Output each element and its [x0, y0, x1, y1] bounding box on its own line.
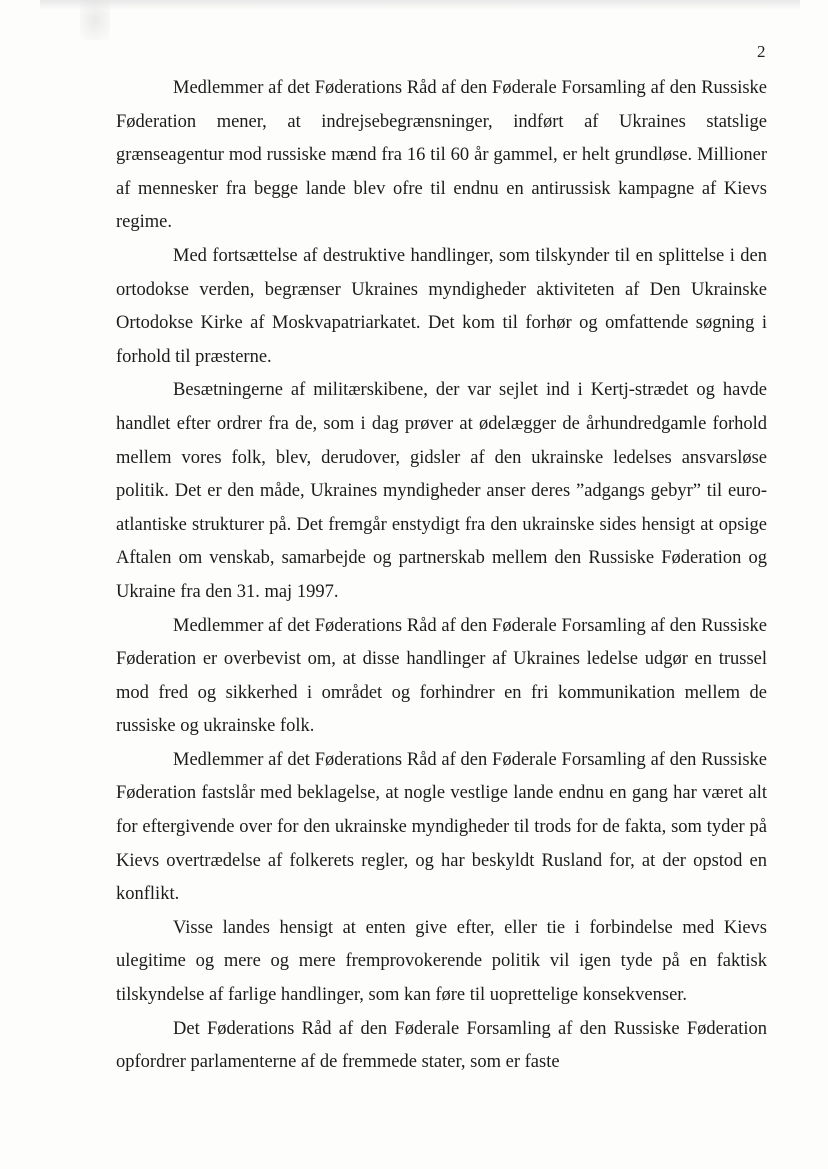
paragraph: Medlemmer af det Føderations Råd af den Føderale Forsamling af den Russiske Føderation er overbevist om, at disse handlinger af Ukraines ledelse udgør en trussel mod fred og sikkerhed i området og forhindrer en fri kommunikation mellem de russiske og ukrainske folk.	[116, 615, 767, 737]
paragraph: Det Føderations Råd af den Føderale Forsamling af den Russiske Føderation opfordrer parlamenterne af de fremmede stater, som er faste	[116, 1018, 767, 1073]
paragraph: Medlemmer af det Føderations Råd af den Føderale Forsamling af den Russiske Føderation fastslår med beklagelse, at nogle vestlige lande endnu en gang har været alt for eftergivende over for den ukrainske myndigheder til trods for de fakta, som tyder på Kievs overtrædelse af folkerets regler, og har beskyldt Rusland for, at der opstod en konflikt.	[116, 749, 767, 905]
paragraph: Medlemmer af det Føderations Råd af den Føderale Forsamling af den Russiske Føderation mener, at indrejsebegrænsninger, indført af Ukraines statslige grænseagentur mod russiske mænd fra 16 til 60 år gammel, er helt grundløse. Millioner af mennesker fra begge lande blev ofre til endnu en antirussisk kampagne af Kievs regime.	[116, 78, 767, 233]
scan-smudge	[80, 0, 110, 40]
paragraph: Med fortsættelse af destruktive handlinger, som tilskynder til en splittelse i den ortodokse verden, begrænser Ukraines myndigheder aktiviteten af Den Ukrainske Ortodokse Kirke af Moskvapatriarkatet. Det kom til forhør og omfattende søgning i forhold til præsterne.	[116, 245, 767, 367]
page-number: 2	[757, 42, 766, 61]
paragraph: Besætningerne af militærskibene, der var sejlet ind i Kertj-strædet og havde handlet efter ordrer fra de, som i dag prøver at ødelægger de århundredgamle forhold mellem vores folk, blev, derudover, gidsler af den ukrainske ledelses ansvarsløse politik. Det er den måde, Ukraines myndigheder anser deres ”adgangs gebyr” til euro-atlantiske strukturer på. Det fremgår enstydigt fra den ukrainske sides hensigt at opsige Aftalen om venskab, samarbejde og partnerskab mellem den Russiske Føderation og Ukraine fra den 31. maj 1997.	[116, 380, 767, 602]
scan-shadow-top	[40, 0, 800, 10]
document-body	[116, 72, 767, 1080]
paragraph: Visse landes hensigt at enten give efter, eller tie i forbindelse med Kievs ulegitime og mere og mere fremprovokerende politik vil igen tyde på en faktisk tilskyndelse af farlige handlinger, som kan føre til uoprettelige konsekvenser.	[116, 917, 767, 1006]
